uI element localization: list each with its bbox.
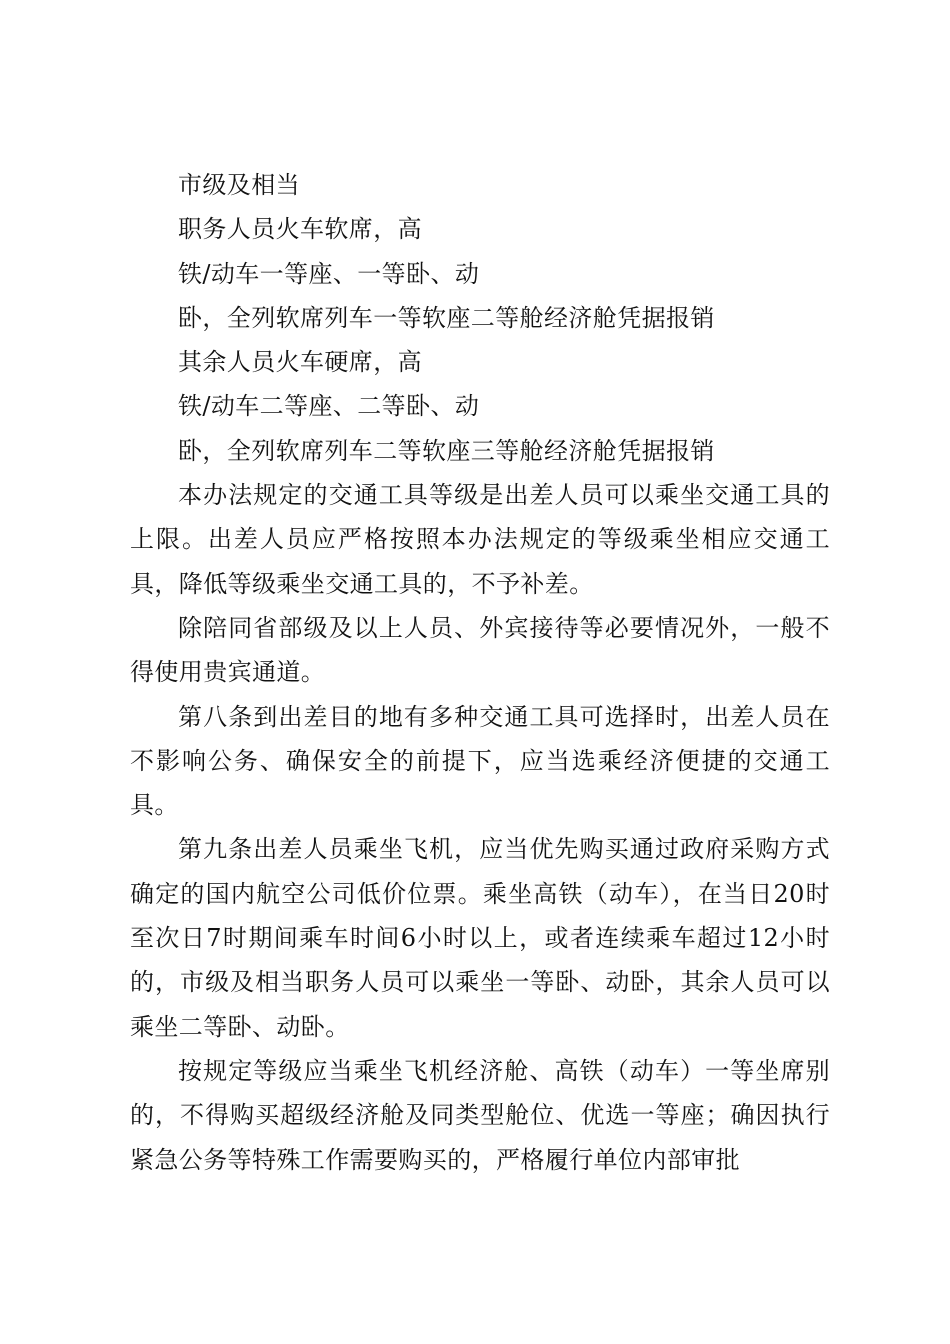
table-text-line: 市级及相当 <box>178 171 300 199</box>
paragraph-vip-channel: 除陪同省部级及以上人员、外宾接待等必要情况外，一般不得使用贵宾通道。 <box>130 613 830 687</box>
paragraph-article-8: 第八条到出差目的地有多种交通工具可选择时，出差人员在不影响公务、确保安全的前提下，应当选乘经济便捷的交通工具。 <box>130 702 830 820</box>
table-text-line: 卧，全列软席列车二等软座三等舱经济舱凭据报销 <box>178 436 715 465</box>
paragraph-article-9: 第九条出差人员乘坐飞机，应当优先购买通过政府采购方式确定的国内航空公司低价位票。乘坐高铁（动车），在当日20时至次日7时期间乘车时间6小时以上，或者连续乘车超过12小时的，市级及相当职务人员可以乘坐一等卧、动卧，其余人员可以乘坐二等卧、动卧。 <box>130 835 830 1041</box>
paragraph-seat-class-rules: 按规定等级应当乘坐飞机经济舱、高铁（动车）一等坐席别的，不得购买超级经济舱及同类型舱位、优选一等座；确因执行紧急公务等特殊工作需要购买的，严格履行单位内部审批 <box>130 1056 830 1174</box>
table-text-line: 其余人员火车硬席，高 <box>178 348 422 377</box>
paragraph-transport-grade-limit: 本办法规定的交通工具等级是出差人员可以乘坐交通工具的上限。出差人员应严格按照本办法规定的等级乘坐相应交通工具，降低等级乘坐交通工具的，不予补差。 <box>130 481 830 598</box>
document-body <box>130 163 830 1182</box>
table-text-line: 铁/动车一等座、一等卧、动 <box>178 259 480 288</box>
table-text-line: 职务人员火车软席，高 <box>178 215 422 244</box>
table-text-line: 铁/动车二等座、二等卧、动 <box>178 392 480 421</box>
table-text-line: 卧，全列软席列车一等软座二等舱经济舱凭据报销 <box>178 303 715 332</box>
